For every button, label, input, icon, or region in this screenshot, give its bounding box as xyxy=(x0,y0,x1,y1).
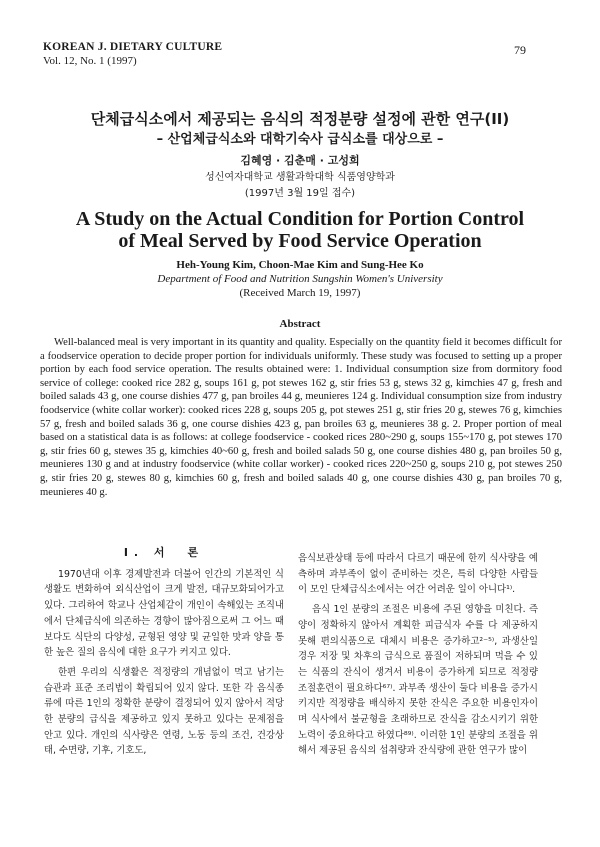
korean-authors: 김혜영 · 김춘매 · 고성희 xyxy=(240,154,360,167)
journal-name: KOREAN J. DIETARY CULTURE xyxy=(43,41,223,53)
english-authors: Heh-Young Kim, Choon-Mae Kim and Sung-Hee Ko xyxy=(176,259,424,271)
korean-affiliation: 성신여자대학교 생활과학대학 식품영양학과 xyxy=(205,172,395,183)
korean-subtitle: – 산업체급식소와 대학기숙사 급식소를 대상으로 – xyxy=(156,132,444,147)
paragraph: 1970년대 이후 경제발전과 더불어 인간의 기본적인 식생활도 변화하여 외식산업이 크게 발전, 대규모화되어가고 있다. 그리하여 학교나 산업체같이 개인이 속해있는 조직내에서 단체급식에 의존하는 경향이 많아짐으로써 그 어느 때보다도 식단의 다양성, 균형된 영양 및 균일한 맛과 양을 통한 높은 질의 음식에 대한 요구가 커지고 있다. xyxy=(44,568,284,659)
paragraph: 음식 1인 분량의 조절은 비용에 주된 영향을 미친다. 즉 양이 정확하지 않아서 계획한 피급식자 수를 다 제공하지 못해 편의식품으로 대체시 비용은 증가하고²⁻⁵⁾, 과생산일 경우 저장 및 차후의 급식으로 품질이 저하되며 먹을 수 있는 식품의 잔식이 생겨서 비용이 증가하게 되므로 적정량 조절훈련이 필요하다⁶⁷⁾. 과부족 생산이 둘다 비용을 증가시키지만 적정량을 배식하지 못한 잔식은 주요한 비용인자이며 식사에서 불균형을 초래하므로 잔식을 감소시키기 위한 노력이 중요하다고 하였다⁸⁹⁾. 이러한 1인 분량의 조절을 위해서 제공된 음식의 섭취량과 잔식량에 관한 연구가 많이 xyxy=(298,604,538,757)
paragraph: 한편 우리의 식생활은 적정량의 개념없이 먹고 남기는 습관과 표준 조리법이 확립되어 있지 않다. 또한 각 음식종류에 따른 1인의 정확한 분량이 결정되어 있지 않아서 적당한 분량의 급식을 제공하고 있지 못하고 있다는 문제점을 안고 있다. 개인의 식사량은 연령, 노동 등의 조건, 건강상태, 수면량, 기후, 기호도, xyxy=(44,666,284,757)
abstract-heading: Abstract xyxy=(279,318,321,330)
section-heading-introduction: I. 서 론 xyxy=(123,546,205,559)
english-title-line2: of Meal Served by Food Service Operation xyxy=(118,230,482,252)
journal-header xyxy=(43,40,222,68)
body-left-column xyxy=(44,545,284,759)
english-title xyxy=(0,208,600,252)
korean-received-date: (1997년 3월 19일 접수) xyxy=(244,188,356,199)
abstract-body: Well-balanced meal is very important in its quantity and quality. Especially on the quantity field it becomes difficult for a foodservice operation to decide proper portion for individuals uniformly. These study was focused to setting up a proper portion by each food service operation. The results obtained were: 1. Individual consumption size from dormitory food service of college: cooked rice 282 g, soups 161 g, pot stewes 162 g, stir fries 53 g, stews 32 g, kimchies 47 g, fresh and boiled salads 43 g, one course dishies 477 g, pan broiles 44 g, meunieres 124 g. Individual consumption size from industry foodservice (white collar worker): cooked rices 228 g, soups 205 g, pot stewes 251 g, stir fries 20 g, stewes 76 g, kimchies 57 g, fresh and boiled salads 36 g, one course dishies 423 g, pan broiles 63 g, meunieres 38 g. 2. Proper portion of meal based on a statistical data is as follows: at college foodservice - cooked rices 280~290 g, soups 155~170 g, pot stewes 170 g, stir fries 60 g, stewes 35 g, kimchies 40~60 g, fresh and boiled salads 50 g, one course dishies 480 g, pan broiles 50 g, meunieres 130 g and at industry foodservice (white collar worker) - cooked rices 220~250 g, soups 210 g, pot stewes 250 g, stir fries 20 g, stewes 80 g, kimchies 60 g, fresh and boiled salads 40 g, one course dishies 430 g, pan broiles 70 g, meunieres 40 g. xyxy=(40,337,562,498)
journal-volume: Vol. 12, No. 1 (1997) xyxy=(43,55,137,67)
english-title-line1: A Study on the Actual Condition for Portion Control xyxy=(75,208,525,230)
body-right-column xyxy=(298,551,538,759)
english-received-date: (Received March 19, 1997) xyxy=(239,287,361,299)
english-affiliation: Department of Food and Nutrition Sungshin Women's University xyxy=(157,273,443,285)
paragraph: 음식보관상태 등에 따라서 다르기 때문에 한끼 식사량을 예측하며 과부족이 없이 준비하는 것은, 특히 다양한 사람들이 모인 단체급식소에서는 여간 어려운 일이 아니다¹⁾. xyxy=(298,553,538,596)
korean-title: 단체급식소에서 제공되는 음식의 적정분량 설정에 관한 연구(II) xyxy=(90,110,510,128)
page-number: 79 xyxy=(514,43,526,57)
